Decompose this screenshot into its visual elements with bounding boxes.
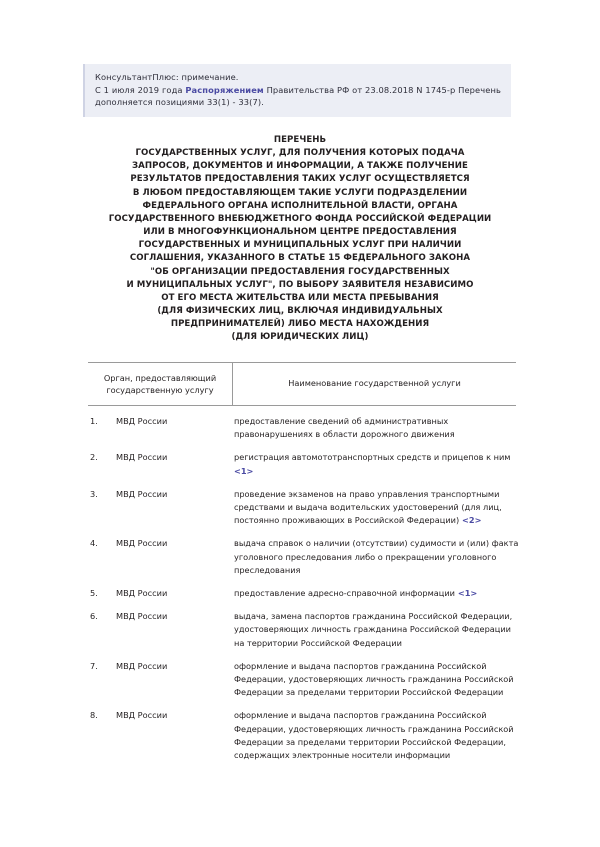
table-row [88, 415, 516, 441]
note-word-ot: от [352, 84, 363, 95]
note-word-rf: РФ [337, 84, 350, 95]
consultant-plus-note-box [83, 64, 511, 117]
header-authority-line1: Орган, предоставляющий [103, 373, 217, 383]
footnote-reference-link[interactable]: <1> [234, 465, 254, 476]
service-description-line: выдача, замена паспортов гражданина Российской Федерации, [234, 611, 513, 622]
title-line: ГОСУДАРСТВЕННЫХ И МУНИЦИПАЛЬНЫХ УСЛУГ ПРИ НАЛИЧИИ [138, 240, 462, 251]
title-line: ГОСУДАРСТВЕННЫХ УСЛУГ, ДЛЯ ПОЛУЧЕНИЯ КОТОРЫХ ПОДАЧА [135, 148, 465, 159]
table-header-col-authority [88, 372, 232, 397]
table-row [88, 537, 519, 577]
note-word-s: С [95, 84, 101, 95]
row-number: 7. [90, 660, 98, 671]
service-description-line: Федерации за пределами территории Российской Федерации, [234, 736, 506, 747]
row-authority: МВД России [116, 452, 168, 463]
row-service-description [234, 451, 516, 477]
header-authority-line2: государственную услугу [106, 385, 214, 396]
service-description-line: средствами и выдача водительских удостоверений (для лиц, [234, 502, 502, 513]
title-line: И МУНИЦИПАЛЬНЫХ УСЛУГ", ПО ВЫБОРУ ЗАЯВИТЕЛЯ НЕЗАВИСИМО [126, 279, 474, 290]
note-amendment-line [95, 84, 501, 97]
rasporyazhenie-link[interactable]: Распоряжением [185, 84, 264, 95]
service-description-line: постоянно проживающих в Российской Федерации) <2> [234, 515, 482, 526]
row-authority: МВД России [116, 416, 168, 426]
note-doc-number: 1745-р [425, 84, 456, 95]
service-description-line: регистрация автомототранспортных средств и прицепов к ним [234, 452, 511, 463]
note-positions-line: дополняется позициями 33(1) - 33(7). [95, 97, 264, 108]
service-description-line: Федерации, удостоверяющих личность гражданина Российской [234, 674, 514, 685]
service-description-line: оформление и выдача паспортов гражданина Российской [234, 660, 487, 671]
table-header-col-service: Наименование государственной услуги [288, 378, 461, 388]
title-line: РЕЗУЛЬТАТОВ ПРЕДОСТАВЛЕНИЯ ТАКИХ УСЛУГ ОСУЩЕСТВЛЯЕТСЯ [130, 174, 470, 185]
row-number: 2. [90, 452, 98, 463]
table-row [88, 709, 516, 762]
row-authority: МВД России [116, 611, 168, 622]
service-description-line: проведение экзаменов на право управления транспортными [234, 488, 500, 499]
row-authority: МВД России [116, 538, 168, 549]
service-description-line: предоставление адресно-справочной информации <1> [234, 588, 478, 599]
service-description-line: выдача справок о наличии (отсутствии) судимости и (или) факта [234, 538, 519, 549]
row-service-description [234, 610, 516, 650]
title-line: СОГЛАШЕНИЯ, УКАЗАННОГО В СТАТЬЕ 15 ФЕДЕРАЛЬНОГО ЗАКОНА [129, 253, 471, 264]
table-row [88, 451, 516, 477]
title-line: "ОБ ОРГАНИЗАЦИИ ПРЕДОСТАВЛЕНИЯ ГОСУДАРСТВЕННЫХ [150, 266, 450, 277]
table-header [88, 362, 516, 406]
note-word-july: июля [111, 84, 135, 95]
service-description-line: правонарушениях в области дорожного движения [234, 429, 455, 440]
document-title-block [50, 134, 550, 345]
note-word-perechen: Перечень [458, 84, 501, 95]
row-number: 1. [90, 416, 98, 426]
table-row [88, 488, 516, 528]
row-authority: МВД России [116, 710, 168, 721]
note-word-2019: 2019 [137, 84, 160, 95]
service-description-line: содержащих электронные носители информации [234, 750, 451, 761]
title-line: ОТ ЕГО МЕСТА ЖИТЕЛЬСТВА ИЛИ МЕСТА ПРЕБЫВАНИЯ [161, 292, 439, 303]
row-number: 4. [90, 538, 98, 549]
note-word-n: N [416, 84, 423, 95]
title-line: (ДЛЯ ФИЗИЧЕСКИХ ЛИЦ, ВКЛЮЧАЯ ИНДИВИДУАЛЬНЫХ [157, 306, 443, 317]
table-row [88, 610, 516, 650]
table-body [88, 406, 519, 762]
title-line: ПРЕДПРИНИМАТЕЛЕЙ) ЛИБО МЕСТА НАХОЖДЕНИЯ [170, 319, 430, 330]
row-number: 5. [90, 588, 98, 599]
note-word-pravitelstva: Правительства [266, 84, 335, 95]
row-service-description [234, 537, 518, 577]
title-line: ИЛИ В МНОГОФУНКЦИОНАЛЬНОМ ЦЕНТРЕ ПРЕДОСТАВЛЕНИЯ [143, 227, 457, 238]
row-service-description [234, 488, 516, 528]
service-description-line: Федерации за пределами территории Российской Федерации [234, 687, 504, 698]
note-word-goda: года [161, 84, 183, 95]
note-date: 23.08.2018 [365, 84, 414, 95]
row-service-description [234, 587, 516, 600]
row-service-description [234, 660, 516, 700]
title-line: ПЕРЕЧЕНЬ [273, 135, 327, 145]
row-authority: МВД России [116, 660, 168, 671]
service-description-line: уголовного преследования либо о прекращении уголовного [234, 551, 497, 562]
service-description-line: удостоверяющих личность гражданина Российской Федерации [234, 624, 512, 635]
title-line: ГОСУДАРСТВЕННОГО ВНЕБЮДЖЕТНОГО ФОНДА РОССИЙСКОЙ ФЕДЕРАЦИИ [108, 213, 492, 224]
row-service-description [234, 415, 516, 441]
service-description-line: Федерации, удостоверяющих личность гражданина Российской [234, 723, 514, 734]
title-line: ЗАПРОСОВ, ДОКУМЕНТОВ И ИНФОРМАЦИИ, А ТАКЖЕ ПОЛУЧЕНИЕ [132, 161, 468, 172]
row-authority: МВД России [116, 588, 168, 599]
title-line: (ДЛЯ ЮРИДИЧЕСКИХ ЛИЦ) [231, 332, 369, 343]
footnote-reference-link[interactable]: <1> [455, 588, 478, 599]
service-description-line: оформление и выдача паспортов гражданина Российской [234, 710, 487, 721]
row-number: 6. [90, 611, 98, 622]
note-word-1: 1 [103, 84, 110, 95]
service-description-line: на территории Российской Федерации [234, 637, 402, 648]
row-service-description [234, 709, 516, 762]
row-authority: МВД России [116, 488, 168, 499]
note-heading: КонсультантПлюс: примечание. [95, 72, 239, 82]
table-row [88, 587, 516, 600]
row-number: 3. [90, 488, 98, 499]
services-table [88, 362, 519, 772]
table-row [88, 660, 516, 700]
footnote-reference-line [234, 465, 516, 478]
title-line: В ЛЮБОМ ПРЕДОСТАВЛЯЮЩЕМ ТАКИЕ УСЛУГИ ПОДРАЗДЕЛЕНИИ [132, 187, 468, 198]
service-description-line: предоставление сведений об административных [234, 416, 449, 426]
service-description-line: преследования [234, 564, 301, 575]
row-number: 8. [90, 710, 98, 721]
title-line: ФЕДЕРАЛЬНОГО ОРГАНА ИСПОЛНИТЕЛЬНОЙ ВЛАСТИ, ОРГАНА [142, 200, 458, 211]
footnote-reference-link[interactable]: <2> [459, 515, 482, 526]
